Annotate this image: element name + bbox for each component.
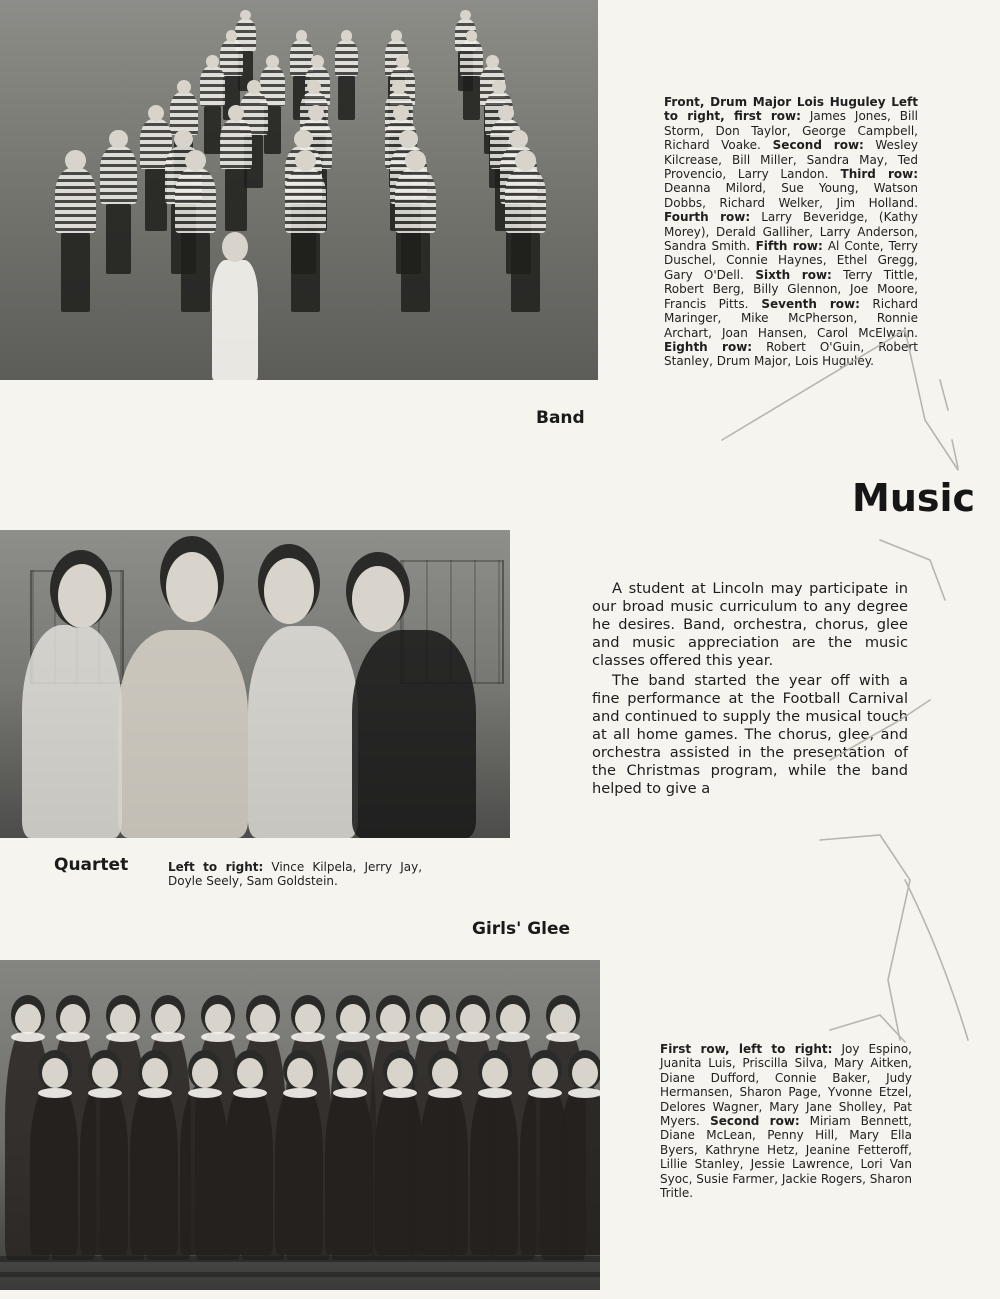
band-caption-names-7: Richard Maringer, Mike McPherson, Ronnie Archart, Joan Hansen, Carol McElwain. [664,296,918,340]
quartet-photo [0,530,510,838]
quartet-label: Quartet [54,855,129,875]
band-caption-names-1: James Jones, Bill Storm, Don Taylor, George Campbell, Richard Voake. [664,109,918,153]
girls-glee-photo [0,960,600,1290]
glee-caption-names-0: Joy Espino, Juanita Luis, Priscilla Silva, Mary Aitken, Diane Dufford, Connie Baker, Judy Hermansen, Sharon Page, Yvonne Etzel, Delores Wagner, Mary Jane Sholley, Pat Myers. [660,1042,912,1129]
band-caption-lead-2: Second row: [760,138,864,153]
band-label: Band [536,408,585,428]
girls-glee-caption [660,1042,912,1200]
glee-caption-names-1: Miriam Bennett, Diane McLean, Penny Hill, Mary Ella Byers, Kathryne Hetz, Jeanine Fetteroff, Lillie Stanley, Jessie Lawrence, Lori Van Syoc, Susie Farmer, Jackie Rogers, Sharon Tritle. [660,1114,912,1201]
band-caption-lead-7: Seventh row: [748,296,860,311]
band-caption-lead-4: Fourth row: [664,210,751,225]
band-caption-lead-0: Front, Drum Major Lois Huguley [664,95,886,109]
quartet-caption-names: Vince Kilpela, Jerry Jay, Doyle Seely, Sam Goldstein. [168,860,423,889]
body-paragraph-1: A student at Lincoln may participate in our broad music curriculum to any degree he desires. Band, orchestra, chorus, glee and music appreciation are the music classes offered this year. [592,580,908,669]
glee-caption-lead-1: Second row: [699,1114,800,1129]
section-title: Music [852,476,976,520]
quartet-caption-lead: Left to right: [168,860,264,874]
glee-caption-lead-0: First row, left to right: [660,1042,833,1056]
band-caption-lead-6: Sixth row: [743,267,832,282]
band-photo [0,0,598,380]
quartet-caption [168,860,422,889]
band-caption-names-2: Wesley Kilcrease, Bill Miller, Sandra May, Ted Provencio, Larry Landon. [664,138,918,182]
band-caption-lead-8: Eighth row: [664,339,753,354]
music-body-text [592,580,908,798]
band-caption-names-8: Robert O'Guin, Robert Stanley, Drum Major, Lois Huguley. [664,339,918,369]
band-caption-lead-1: Left to right, first row: [664,95,919,124]
band-caption-names-3: Deanna Milord, Sue Young, Watson Dobbs, Richard Welker, Jim Holland. [664,181,918,210]
band-caption-lead-5: Fifth row: [750,239,823,254]
band-caption-names-4: Larry Beveridge, (Kathy Morey), Derald Galliher, Larry Anderson, Sandra Smith. [664,210,918,254]
girls-glee-label: Girls' Glee [472,919,571,939]
band-caption-names-6: Terry Tittle, Robert Berg, Billy Glennon, Joe Moore, Francis Pitts. [664,267,919,311]
band-caption-names-5: Al Conte, Terry Duschel, Connie Haynes, Ethel Gregg, Gary O'Dell. [664,239,919,282]
band-caption [664,95,918,369]
band-caption-lead-3: Third row: [828,167,918,182]
body-paragraph-2: The band started the year off with a fine performance at the Football Carnival and continued to supply the musical touch at all home games. The chorus, glee, and orchestra assisted in the presentation of the Christmas program, while the band helped to give a [592,672,908,797]
